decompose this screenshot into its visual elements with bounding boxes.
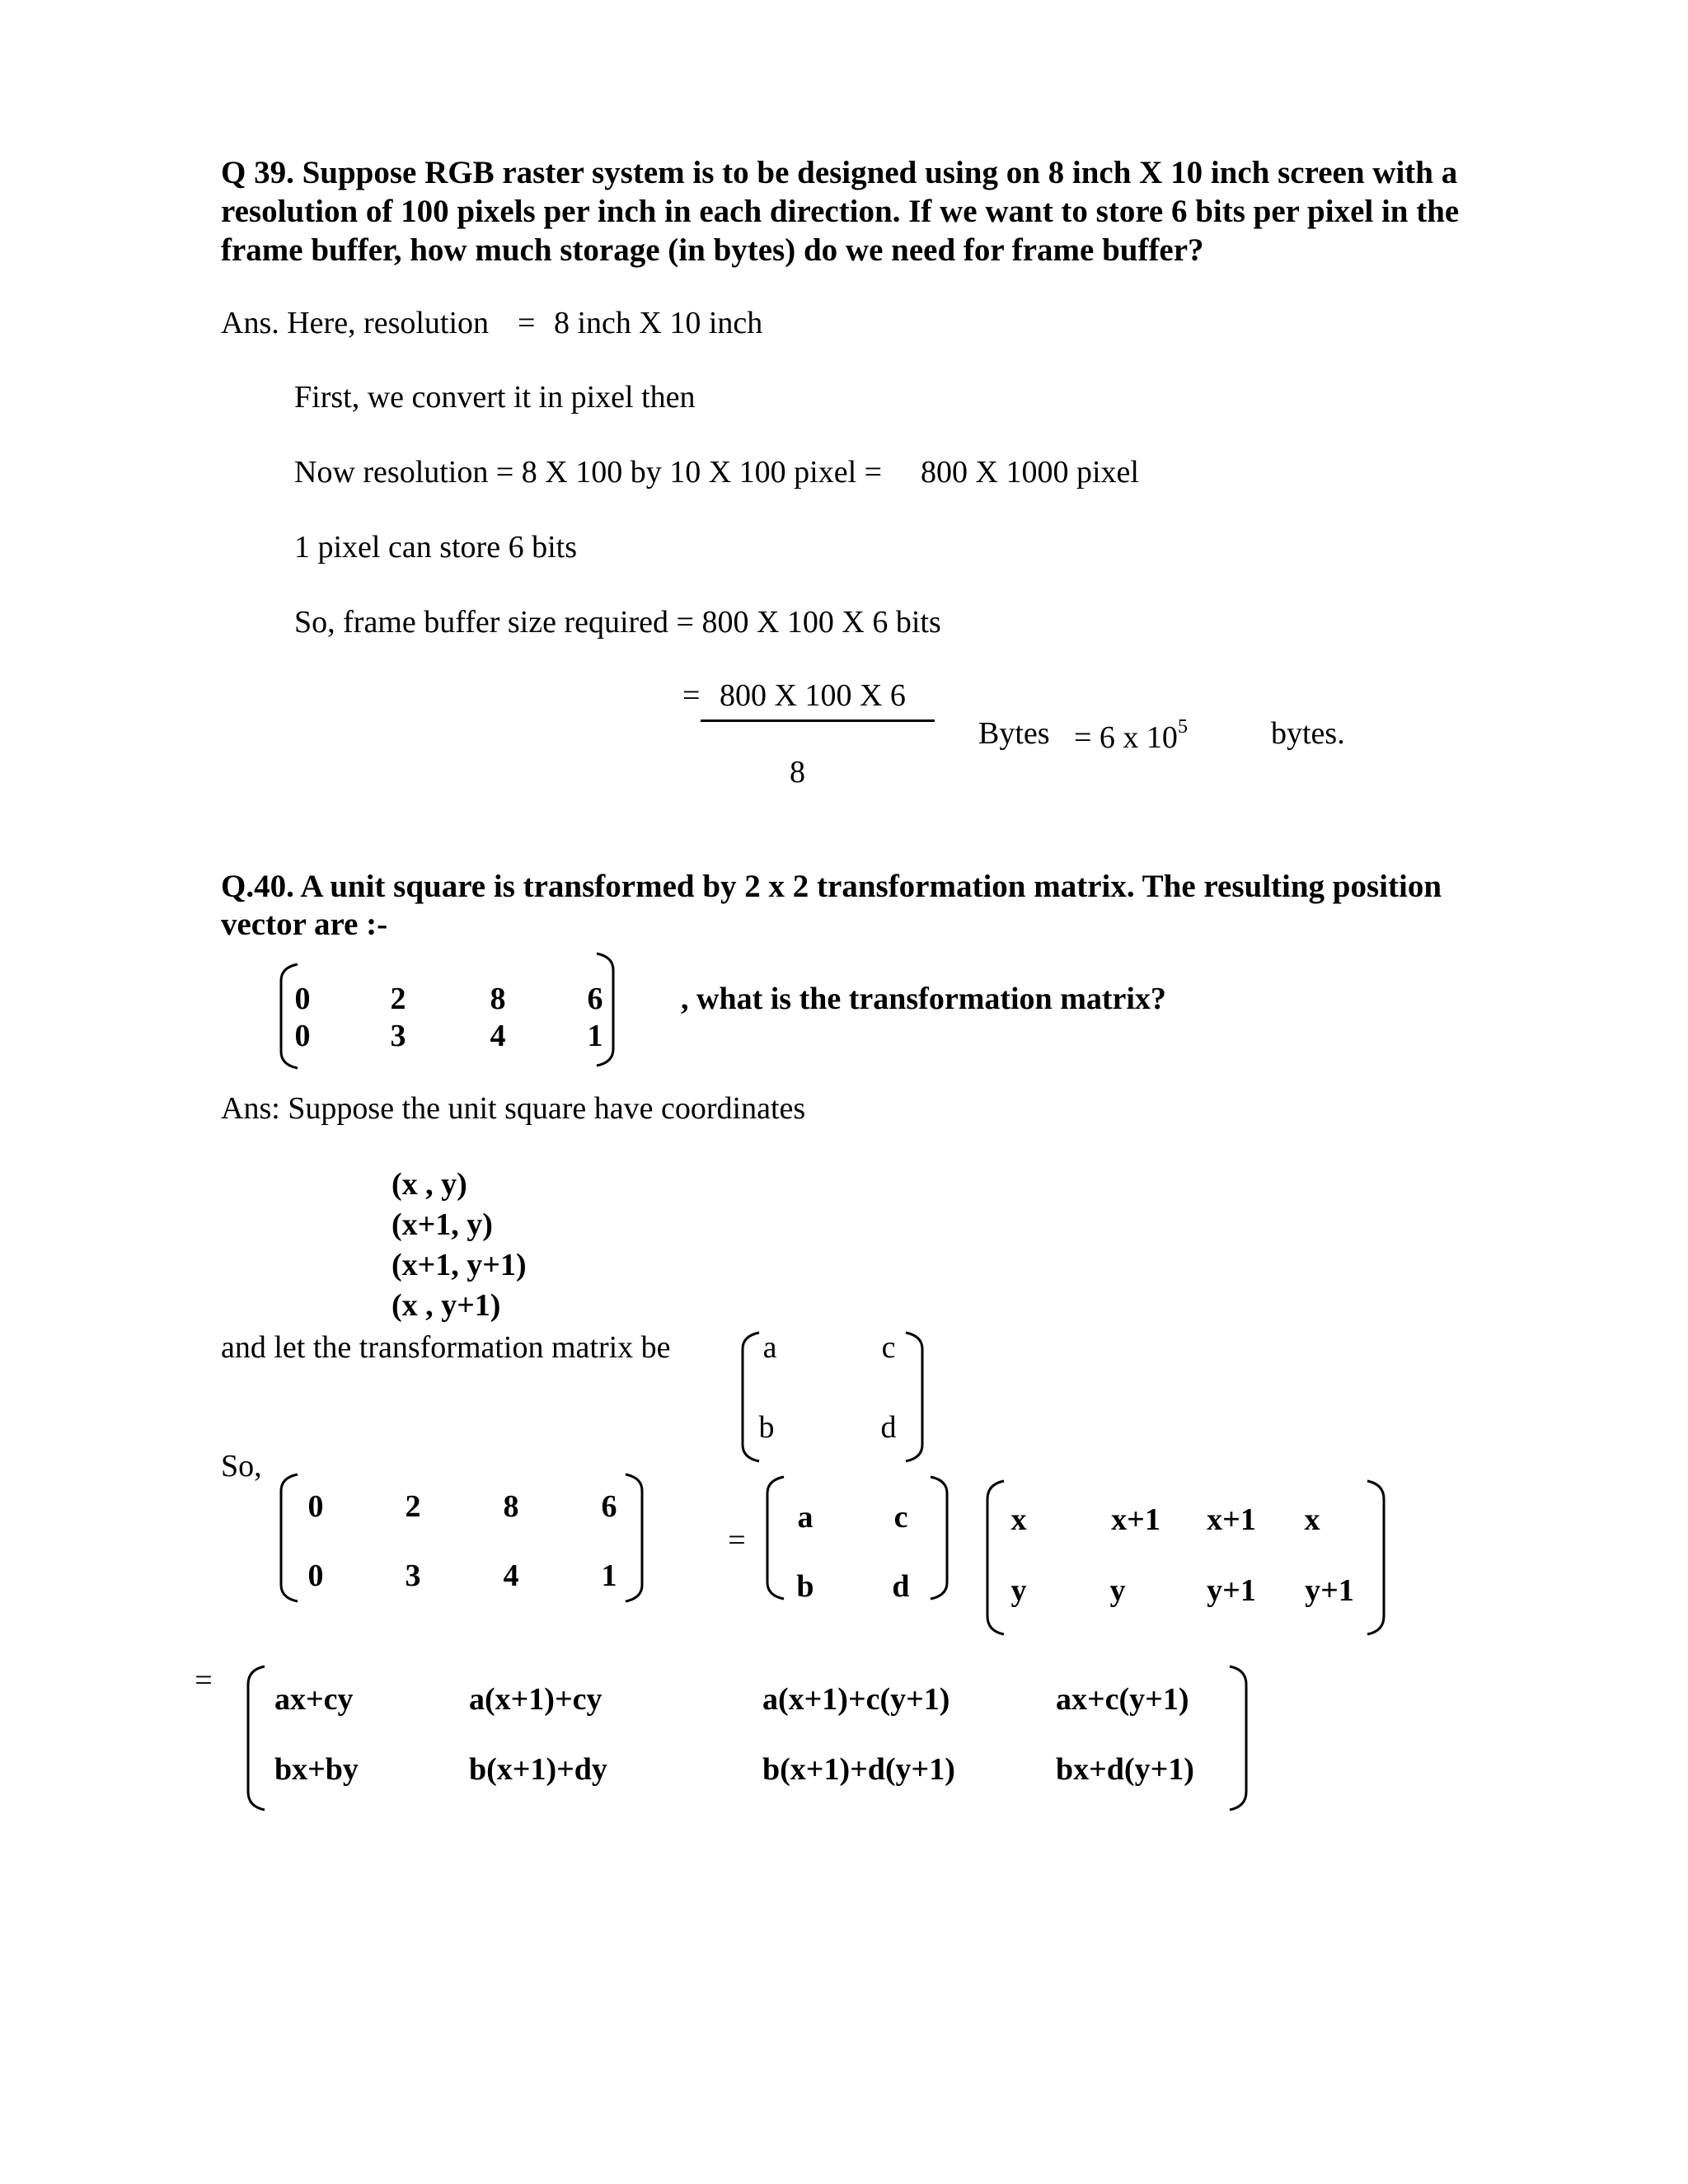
q39-question-line-3: frame buffer, how much storage (in bytes) do we need for frame buffer? xyxy=(221,232,1204,268)
xy-cell: x+1 xyxy=(1207,1502,1256,1537)
q39-result: = 6 x $10^5$ xyxy=(1074,716,1188,755)
q40-question-line-1: Q.40. A unit square is transformed by 2 x 2 transformation matrix. The resulting position xyxy=(221,869,1442,904)
eq-given-cell: 8 xyxy=(503,1489,519,1524)
eq-given-cell: 3 xyxy=(405,1558,421,1593)
q40-let-text: and let the transformation matrix be xyxy=(221,1330,671,1365)
result-left-bracket xyxy=(243,1665,268,1811)
coordinate: (x , y) xyxy=(392,1167,467,1202)
coordinate: (x+1, y+1) xyxy=(392,1248,527,1282)
xy-left-bracket xyxy=(982,1479,1007,1636)
tm-cell-a: a xyxy=(762,1330,777,1365)
q39-answer-equals: = xyxy=(518,306,536,340)
given-matrix-cell: 3 xyxy=(390,1019,406,1053)
xy-cell: x xyxy=(1304,1502,1320,1537)
eq-tm-cell-d: d xyxy=(892,1569,910,1604)
q39-bytes-word: Bytes xyxy=(978,716,1050,751)
q39-fraction-numerator: 800 X 100 X 6 xyxy=(720,678,906,713)
eq-given-cell: 0 xyxy=(307,1558,324,1593)
q39-fraction-bar xyxy=(701,719,935,722)
q39-question-line-1: Q 39. Suppose RGB raster system is to be designed using on 8 inch X 10 inch screen with a xyxy=(221,155,1458,190)
eq-given-cell: 0 xyxy=(307,1489,324,1524)
result-equals-sign: = xyxy=(195,1663,213,1698)
q39-step-resolution: Now resolution = 8 X 100 by 10 X 100 pixel = xyxy=(294,455,883,490)
coordinate: (x , y+1) xyxy=(392,1288,501,1323)
tm-cell-d: d xyxy=(880,1410,897,1445)
eq-given-cell: 1 xyxy=(601,1558,617,1593)
given-matrix-cell: 4 xyxy=(490,1019,506,1053)
given-matrix-cell: 0 xyxy=(294,1019,311,1053)
xy-cell: y+1 xyxy=(1305,1573,1354,1608)
eq-equals-sign: = xyxy=(728,1523,746,1558)
q39-step-convert: First, we convert it in pixel then xyxy=(294,380,696,415)
q39-fraction-equals: = xyxy=(682,678,701,713)
given-matrix-cell: 0 xyxy=(294,982,311,1016)
xy-right-bracket xyxy=(1364,1479,1389,1636)
eq-tm-cell-a: a xyxy=(797,1500,814,1535)
q39-question-line-2: resolution of 100 pixels per inch in each direction. If we want to store 6 bits per pixel in the xyxy=(221,194,1460,229)
result-cell: ax+c(y+1) xyxy=(1056,1682,1189,1717)
xy-cell: x+1 xyxy=(1111,1502,1160,1537)
q39-answer-resolution: 8 inch X 10 inch xyxy=(554,306,763,340)
coordinate: (x+1, y) xyxy=(392,1207,493,1242)
result-cell: b(x+1)+d(y+1) xyxy=(762,1752,955,1787)
q39-step-bits: 1 pixel can store 6 bits xyxy=(294,530,577,565)
eq-tm-cell-c: c xyxy=(893,1500,908,1535)
tm-cell-c: c xyxy=(881,1330,896,1365)
result-cell: a(x+1)+cy xyxy=(469,1682,603,1717)
eq-given-left-bracket xyxy=(276,1473,301,1603)
xy-cell: y+1 xyxy=(1207,1573,1256,1608)
given-matrix-cell: 2 xyxy=(390,982,406,1016)
tm-cell-b: b xyxy=(758,1410,775,1445)
eq-given-cell: 6 xyxy=(601,1489,617,1524)
result-cell: a(x+1)+c(y+1) xyxy=(762,1682,950,1717)
result-cell: b(x+1)+dy xyxy=(469,1752,607,1787)
q39-step-resolution-value: 800 X 1000 pixel xyxy=(921,455,1139,490)
xy-cell: y xyxy=(1010,1573,1027,1608)
q39-result-unit: bytes. xyxy=(1271,716,1345,751)
result-cell: bx+by xyxy=(274,1752,359,1787)
eq-given-cell: 4 xyxy=(503,1558,519,1593)
tm-right-bracket xyxy=(903,1331,927,1463)
xy-cell: x xyxy=(1010,1502,1027,1537)
xy-cell: y xyxy=(1109,1573,1126,1608)
eq-given-cell: 2 xyxy=(405,1489,421,1524)
eq-tm-cell-b: b xyxy=(796,1569,814,1604)
given-matrix-cell: 1 xyxy=(587,1019,603,1053)
q39-answer-label: Ans. Here, resolution xyxy=(221,306,490,340)
q40-matrix-question: , what is the transformation matrix? xyxy=(681,982,1166,1016)
q40-answer-intro: Ans: Suppose the unit square have coordinates xyxy=(221,1091,806,1126)
eq-tm-right-bracket xyxy=(927,1475,952,1601)
result-cell: ax+cy xyxy=(274,1682,354,1717)
result-right-bracket xyxy=(1226,1665,1251,1811)
result-cell: bx+d(y+1) xyxy=(1056,1752,1194,1787)
given-matrix-cell: 6 xyxy=(587,982,603,1016)
q40-so-label: So, xyxy=(221,1449,262,1483)
eq-tm-left-bracket xyxy=(762,1475,787,1601)
given-matrix-cell: 8 xyxy=(490,982,506,1016)
q40-question-line-2: vector are :- xyxy=(221,907,388,942)
q39-fraction-denominator: 8 xyxy=(790,755,805,790)
eq-given-right-bracket xyxy=(622,1473,647,1603)
q39-step-buffer: So, frame buffer size required = 800 X 100 X 6 bits xyxy=(294,605,941,640)
